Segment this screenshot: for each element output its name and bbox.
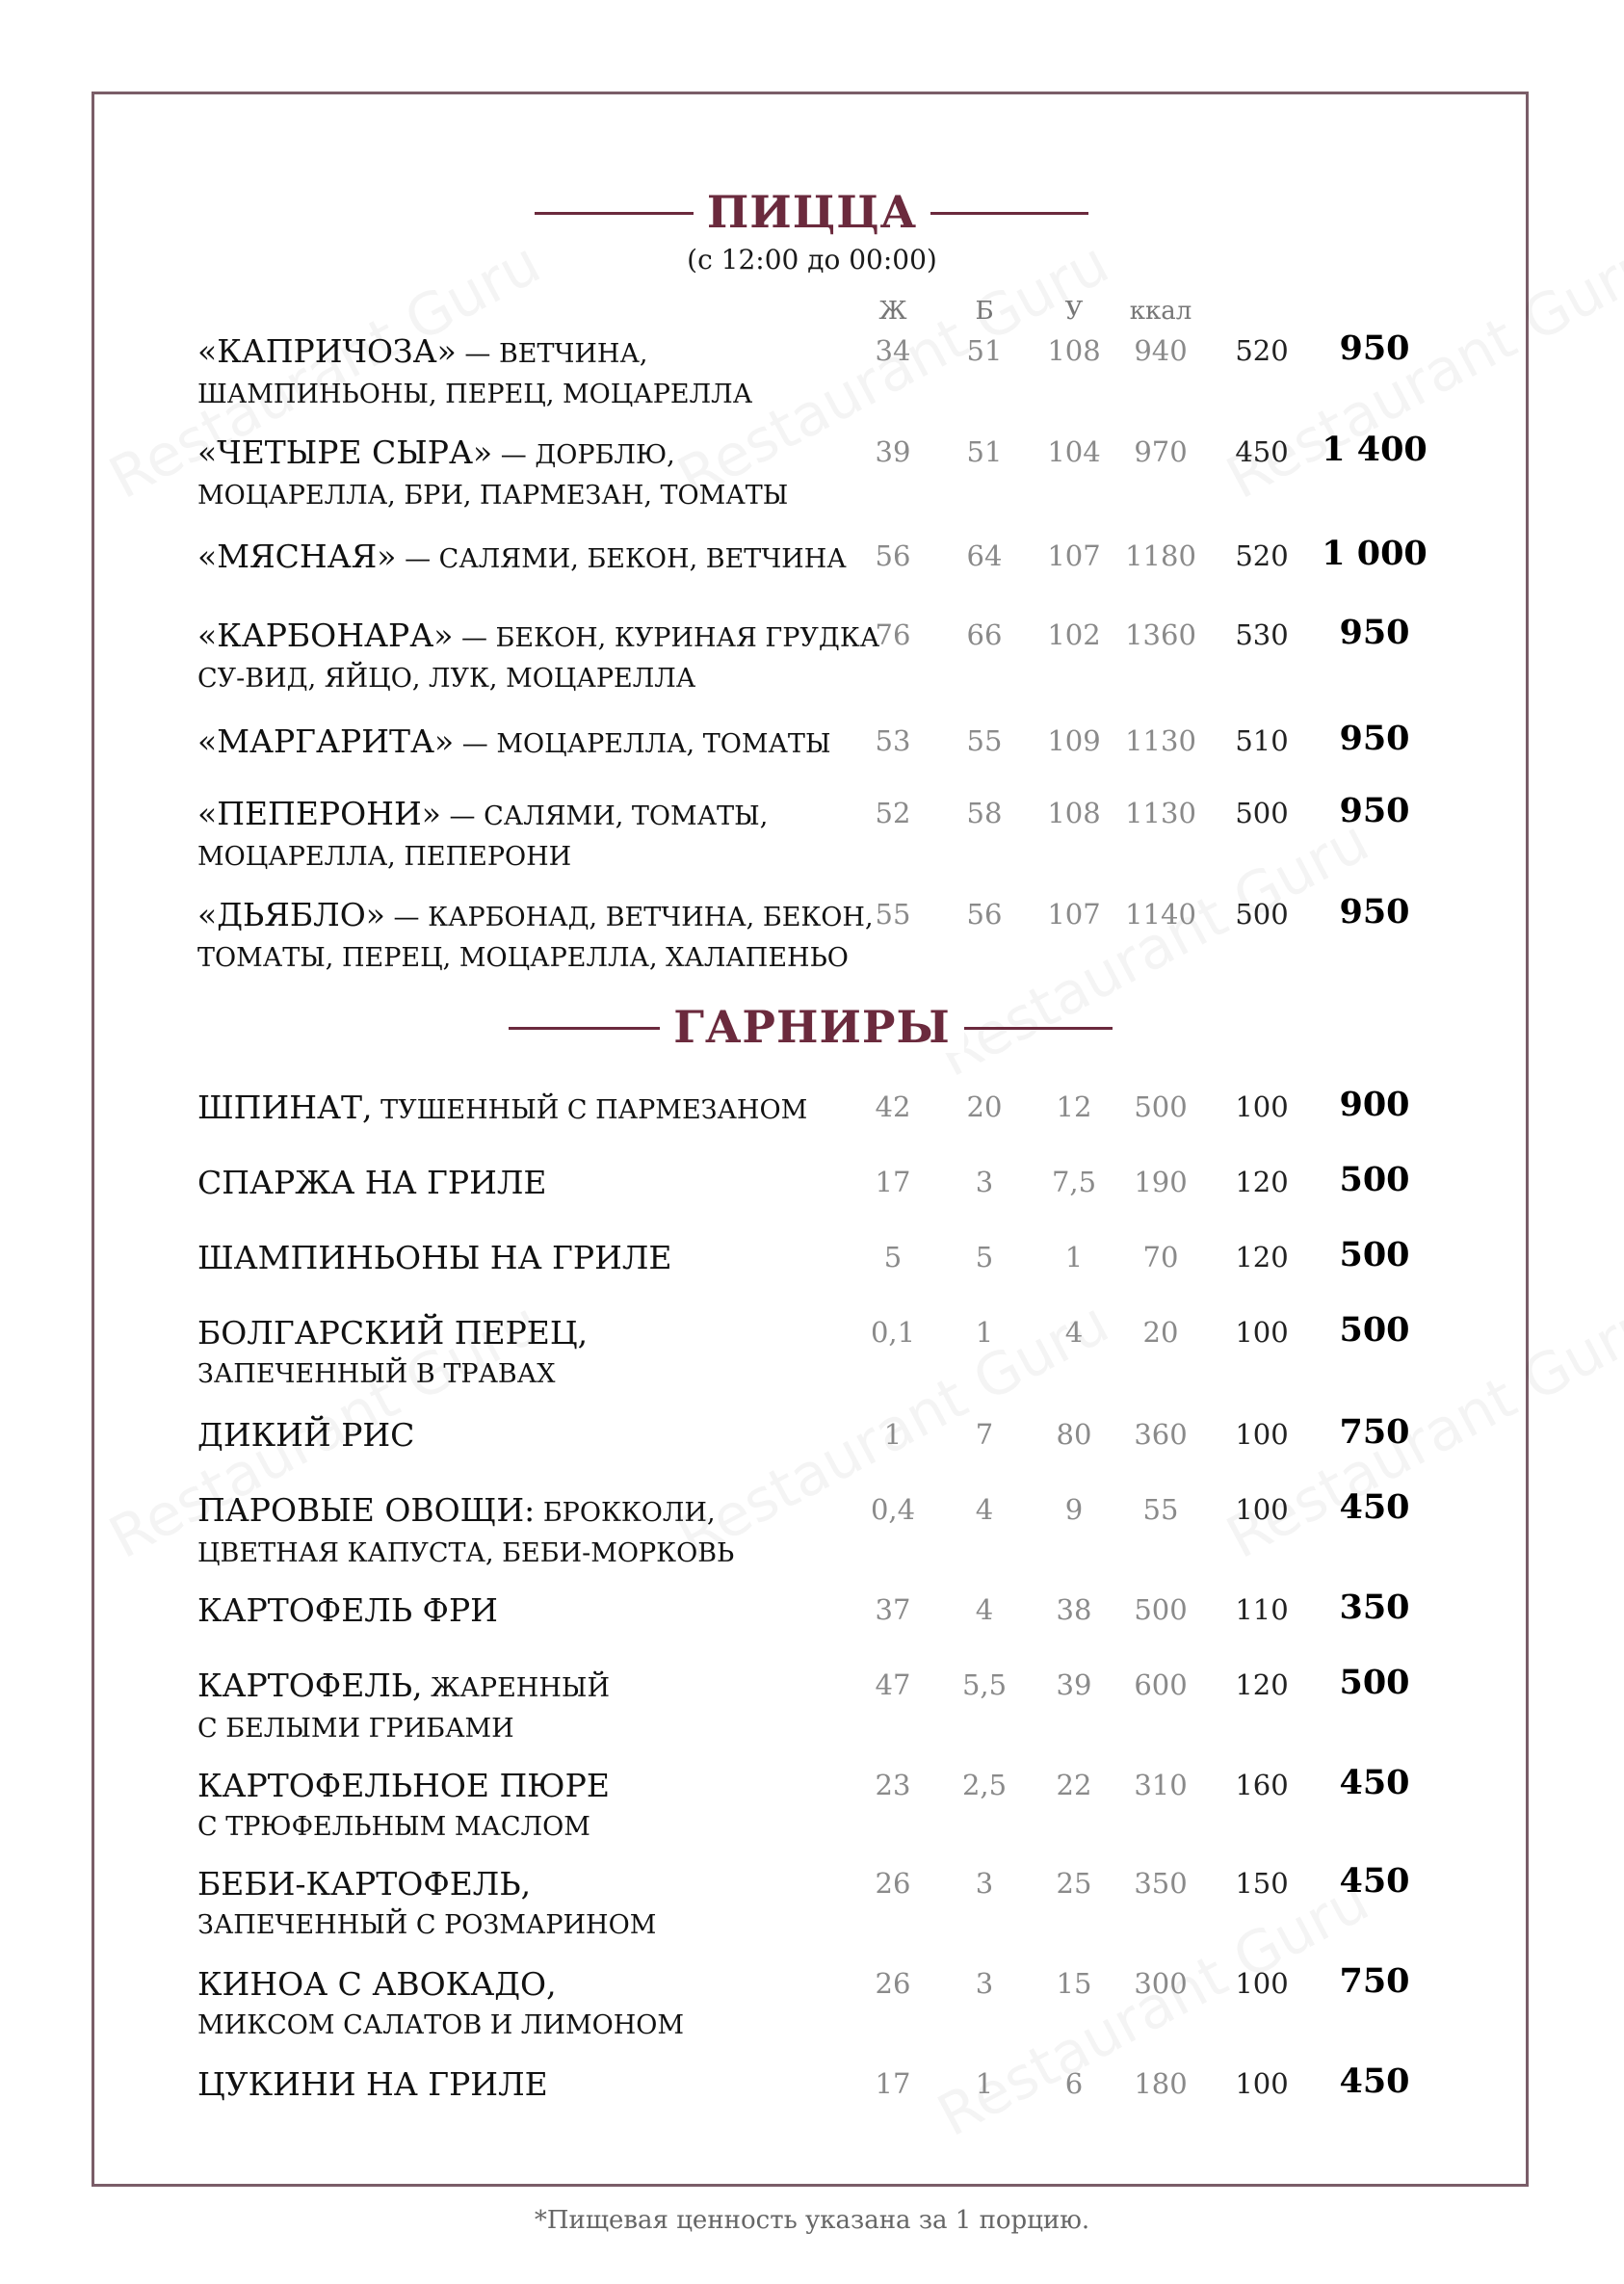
menu-item-description: ШАМПИНЬОНЫ, ПЕРЕЦ, МОЦАРЕЛЛА (197, 380, 753, 409)
price-value: 750 (1339, 1412, 1410, 1452)
carbs-value: 6 (1064, 2067, 1084, 2100)
kcal-value: 310 (1134, 1769, 1188, 1801)
menu-item-description: — ВЕТЧИНА, (456, 339, 648, 369)
menu-item-name (197, 722, 891, 764)
fat-value: 0,1 (870, 1316, 916, 1349)
weight-value: 100 (1235, 1493, 1289, 1526)
menu-item-name (197, 1865, 891, 1945)
carbs-value: 109 (1047, 724, 1101, 757)
weight-value: 520 (1235, 539, 1289, 572)
kcal-value: 180 (1134, 2067, 1188, 2100)
kcal-value: 1130 (1125, 797, 1196, 829)
menu-item-title: ШАМПИНЬОНЫ НА ГРИЛЕ (197, 1239, 672, 1276)
menu-item-name (197, 1416, 891, 1456)
menu-item-name (197, 2065, 891, 2105)
weight-value: 510 (1235, 724, 1289, 757)
menu-item-description: МИКСОМ САЛАТОВ И ЛИМОНОМ (197, 2010, 685, 2040)
carbs-value: 15 (1056, 1967, 1092, 2000)
carbs-value: 107 (1047, 898, 1101, 931)
protein-value: 20 (966, 1090, 1003, 1123)
fat-value: 76 (875, 618, 911, 651)
menu-item-description: МОЦАРЕЛЛА, БРИ, ПАРМЕЗАН, ТОМАТЫ (197, 481, 789, 511)
menu-item-name (197, 1089, 891, 1130)
weight-value: 120 (1235, 1166, 1289, 1198)
price-value: 500 (1339, 1160, 1410, 1199)
column-header-kcal: ккал (1129, 297, 1192, 326)
protein-value: 1 (975, 1316, 994, 1349)
protein-value: 1 (975, 2067, 994, 2100)
fat-value: 17 (875, 2067, 911, 2100)
weight-value: 100 (1235, 2067, 1289, 2100)
carbs-value: 25 (1056, 1867, 1092, 1900)
fat-value: 1 (883, 1418, 903, 1451)
menu-item-name (197, 1314, 891, 1394)
price-value: 1 400 (1322, 430, 1428, 469)
fat-value: 34 (875, 334, 911, 367)
menu-item-description: ЗАПЕЧЕННЫЙ С РОЗМАРИНОМ (197, 1910, 657, 1940)
price-value: 950 (1339, 328, 1410, 368)
menu-item-title: «ДЬЯБЛО» (197, 896, 385, 933)
fat-value: 39 (875, 435, 911, 468)
kcal-value: 350 (1134, 1867, 1188, 1900)
section-title-garnish (0, 1001, 1624, 1053)
kcal-value: 55 (1142, 1493, 1179, 1526)
carbs-value: 12 (1056, 1090, 1092, 1123)
kcal-value: 940 (1134, 334, 1188, 367)
fat-value: 55 (875, 898, 911, 931)
weight-value: 100 (1235, 1967, 1289, 2000)
protein-value: 64 (966, 539, 1003, 572)
menu-item-title: КАРТОФЕЛЬНОЕ ПЮРЕ (197, 1767, 610, 1804)
protein-value: 2,5 (961, 1769, 1008, 1801)
menu-item-description: С ТРЮФЕЛЬНЫМ МАСЛОМ (197, 1812, 590, 1842)
protein-value: 5 (975, 1241, 994, 1273)
menu-item-description: — МОЦАРЕЛЛА, ТОМАТЫ (454, 729, 831, 759)
price-value: 450 (1339, 2061, 1410, 2101)
price-value: 750 (1339, 1961, 1410, 2001)
weight-value: 520 (1235, 334, 1289, 367)
fat-value: 37 (875, 1593, 911, 1626)
weight-value: 100 (1235, 1090, 1289, 1123)
price-value: 1 000 (1322, 534, 1428, 573)
column-header-protein: Б (975, 297, 994, 326)
menu-item-name (197, 896, 891, 978)
menu-item-name (197, 1591, 891, 1631)
weight-value: 450 (1235, 435, 1289, 468)
protein-value: 55 (966, 724, 1003, 757)
section-subtitle: (с 12:00 до 00:00) (687, 244, 937, 276)
price-value: 500 (1339, 1663, 1410, 1702)
column-header-carbs: У (1064, 297, 1084, 326)
carbs-value: 1 (1064, 1241, 1084, 1273)
price-value: 950 (1339, 791, 1410, 830)
menu-item-description: С БЕЛЫМИ ГРИБАМИ (197, 1714, 514, 1744)
section-title-text: ГАРНИРЫ (660, 1001, 964, 1053)
protein-value: 3 (975, 1967, 994, 2000)
price-value: 450 (1339, 1763, 1410, 1802)
weight-value: 160 (1235, 1769, 1289, 1801)
price-value: 950 (1339, 719, 1410, 758)
menu-item-description: ЖАРЕННЫЙ (422, 1673, 610, 1703)
column-header-fat: Ж (878, 297, 907, 326)
kcal-value: 500 (1134, 1090, 1188, 1123)
price-value: 500 (1339, 1310, 1410, 1350)
price-value: 450 (1339, 1487, 1410, 1527)
menu-item-description: — САЛЯМИ, ТОМАТЫ, (440, 801, 769, 831)
fat-value: 26 (875, 1867, 911, 1900)
menu-item-name (197, 332, 891, 414)
fat-value: 52 (875, 797, 911, 829)
menu-item-name (197, 1239, 891, 1278)
fat-value: 26 (875, 1967, 911, 2000)
menu-item-title: ДИКИЙ РИС (197, 1416, 415, 1454)
carbs-value: 4 (1064, 1316, 1084, 1349)
menu-item-description: — САЛЯМИ, БЕКОН, ВЕТЧИНА (396, 544, 847, 574)
menu-item-title: «МАРГАРИТА» (197, 722, 455, 760)
kcal-value: 1130 (1125, 724, 1196, 757)
menu-item-description: СУ-ВИД, ЯЙЦО, ЛУК, МОЦАРЕЛЛА (197, 664, 696, 694)
menu-item-title: ПАРОВЫЕ ОВОЩИ: (197, 1491, 536, 1529)
kcal-value: 500 (1134, 1593, 1188, 1626)
section-title-pizza (0, 186, 1624, 238)
fat-value: 53 (875, 724, 911, 757)
weight-value: 500 (1235, 898, 1289, 931)
fat-value: 0,4 (870, 1493, 916, 1526)
menu-item-title: ЦУКИНИ НА ГРИЛЕ (197, 2065, 548, 2103)
menu-item-name (197, 538, 891, 579)
carbs-value: 102 (1047, 618, 1101, 651)
menu-item-title: ШПИНАТ, (197, 1089, 373, 1126)
carbs-value: 9 (1064, 1493, 1084, 1526)
carbs-value: 107 (1047, 539, 1101, 572)
menu-item-title: «ЧЕТЫРЕ СЫРА» (197, 433, 493, 471)
carbs-value: 80 (1056, 1418, 1092, 1451)
protein-value: 4 (975, 1593, 994, 1626)
price-value: 900 (1339, 1085, 1410, 1124)
menu-item-description: БРОККОЛИ, (535, 1498, 716, 1528)
section-title-text: ПИЦЦА (694, 186, 930, 238)
carbs-value: 108 (1047, 797, 1101, 829)
menu-item-description: ТОМАТЫ, ПЕРЕЦ, МОЦАРЕЛЛА, ХАЛАПЕНЬО (197, 943, 849, 973)
menu-item-title: КАРТОФЕЛЬ ФРИ (197, 1591, 498, 1629)
weight-value: 100 (1235, 1418, 1289, 1451)
footnote: *Пищевая ценность указана за 1 порцию. (534, 2206, 1090, 2235)
price-value: 950 (1339, 613, 1410, 652)
kcal-value: 360 (1134, 1418, 1188, 1451)
kcal-value: 300 (1134, 1967, 1188, 2000)
menu-item-title: КИНОА С АВОКАДО, (197, 1965, 557, 2003)
menu-item-name (197, 795, 891, 877)
menu-item-title: «МЯСНАЯ» (197, 538, 397, 575)
menu-item-name (197, 1491, 891, 1573)
weight-value: 120 (1235, 1668, 1289, 1701)
protein-value: 7 (975, 1418, 994, 1451)
protein-value: 3 (975, 1867, 994, 1900)
fat-value: 56 (875, 539, 911, 572)
protein-value: 58 (966, 797, 1003, 829)
menu-item-name (197, 617, 891, 698)
kcal-value: 600 (1134, 1668, 1188, 1701)
carbs-value: 108 (1047, 334, 1101, 367)
protein-value: 51 (966, 334, 1003, 367)
protein-value: 5,5 (961, 1668, 1008, 1701)
kcal-value: 1180 (1125, 539, 1196, 572)
protein-value: 56 (966, 898, 1003, 931)
menu-item-title: КАРТОФЕЛЬ, (197, 1667, 423, 1704)
kcal-value: 70 (1142, 1241, 1179, 1273)
menu-item-description: — КАРБОНАД, ВЕТЧИНА, БЕКОН, (384, 903, 874, 932)
kcal-value: 970 (1134, 435, 1188, 468)
carbs-value: 39 (1056, 1668, 1092, 1701)
weight-value: 530 (1235, 618, 1289, 651)
protein-value: 3 (975, 1166, 994, 1198)
fat-value: 23 (875, 1769, 911, 1801)
protein-value: 4 (975, 1493, 994, 1526)
protein-value: 51 (966, 435, 1003, 468)
fat-value: 17 (875, 1166, 911, 1198)
kcal-value: 20 (1142, 1316, 1179, 1349)
kcal-value: 1360 (1125, 618, 1196, 651)
menu-item-title: «КАРБОНАРА» (197, 617, 454, 654)
kcal-value: 1140 (1125, 898, 1196, 931)
menu-item-title: БЕБИ-КАРТОФЕЛЬ, (197, 1865, 532, 1903)
menu-item-description: МОЦАРЕЛЛА, ПЕПЕРОНИ (197, 842, 572, 872)
price-value: 450 (1339, 1861, 1410, 1901)
menu-item-title: «КАПРИЧОЗА» (197, 332, 457, 370)
price-value: 500 (1339, 1235, 1410, 1274)
carbs-value: 104 (1047, 435, 1101, 468)
price-value: 350 (1339, 1588, 1410, 1627)
fat-value: 47 (875, 1668, 911, 1701)
menu-item-name (197, 1164, 891, 1203)
carbs-value: 38 (1056, 1593, 1092, 1626)
menu-item-title: «ПЕПЕРОНИ» (197, 795, 441, 832)
menu-item-description: ЦВЕТНАЯ КАПУСТА, БЕБИ-МОРКОВЬ (197, 1538, 735, 1568)
price-value: 950 (1339, 892, 1410, 932)
menu-item-name (197, 1965, 891, 2045)
weight-value: 500 (1235, 797, 1289, 829)
menu-item-title: СПАРЖА НА ГРИЛЕ (197, 1164, 547, 1201)
menu-item-name (197, 433, 891, 515)
carbs-value: 22 (1056, 1769, 1092, 1801)
fat-value: 42 (875, 1090, 911, 1123)
kcal-value: 190 (1134, 1166, 1188, 1198)
menu-item-description: ЗАПЕЧЕННЫЙ В ТРАВАХ (197, 1359, 556, 1389)
menu-item-name (197, 1667, 891, 1748)
menu-item-name (197, 1767, 891, 1847)
weight-value: 110 (1235, 1593, 1289, 1626)
fat-value: 5 (883, 1241, 903, 1273)
menu-item-description: ТУШЕННЫЙ С ПАРМЕЗАНОМ (372, 1095, 808, 1125)
weight-value: 120 (1235, 1241, 1289, 1273)
carbs-value: 7,5 (1051, 1166, 1097, 1198)
menu-item-title: БОЛГАРСКИЙ ПЕРЕЦ, (197, 1314, 589, 1352)
menu-item-description: — БЕКОН, КУРИНАЯ ГРУДКА (453, 623, 880, 653)
weight-value: 150 (1235, 1867, 1289, 1900)
weight-value: 100 (1235, 1316, 1289, 1349)
protein-value: 66 (966, 618, 1003, 651)
menu-item-description: — ДОРБЛЮ, (492, 440, 675, 470)
